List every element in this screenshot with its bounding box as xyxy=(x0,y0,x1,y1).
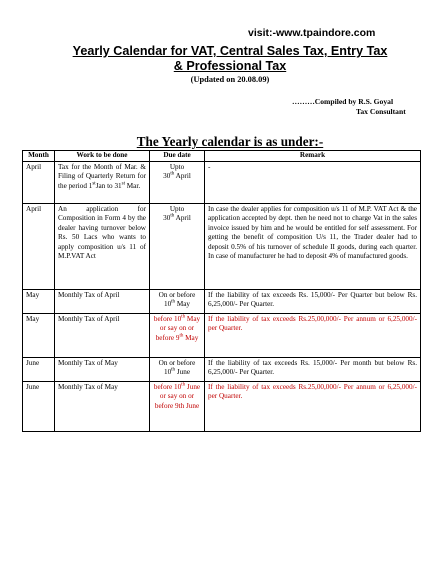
due-date-cell: before 10th May or say on or before 9th May xyxy=(150,314,205,358)
table-row xyxy=(23,204,421,290)
document-title xyxy=(40,44,420,74)
work-cell: Monthly Tax of April xyxy=(55,290,150,314)
due-date-cell: On or before 10th May xyxy=(150,290,205,314)
column-header-month: Month xyxy=(23,151,55,162)
table-row xyxy=(23,162,421,204)
due-date-cell: On or before 10th June xyxy=(150,358,205,382)
work-cell: Monthly Tax of May xyxy=(55,358,150,382)
calendar-subtitle: The Yearly calendar is as under:- xyxy=(136,134,324,149)
remark-cell: If the liability of tax exceeds Rs.25,00,000/- Per annum or 6,25,000/- per Quarter. xyxy=(205,382,421,432)
remark-cell: If the liability of tax exceeds Rs.25,00,000/- Per annum or 6,25,000/- per Quarter. xyxy=(205,314,421,358)
work-cell: An application for Composition in Form 4 by the dealer having turnover below Rs. 50 Lacs who wants to apply composition u/s 11 of M.P.VAT Act xyxy=(55,204,150,290)
month-cell: May xyxy=(23,290,55,314)
title-line-2: & Professional Tax xyxy=(173,59,287,73)
designation: Tax Consultant xyxy=(356,107,406,116)
tax-calendar-table xyxy=(22,150,421,432)
table-row xyxy=(23,314,421,358)
updated-date: (Updated on 20.08.09) xyxy=(190,75,270,84)
table-row xyxy=(23,290,421,314)
month-cell: June xyxy=(23,382,55,432)
column-header-remark: Remark xyxy=(205,151,421,162)
table-row xyxy=(23,358,421,382)
compiled-by: ………Compiled by R.S. Goyal xyxy=(292,97,394,106)
due-date-cell: before 10th June or say on or before 9th June xyxy=(150,382,205,432)
remark-cell: If the liability of tax exceeds Rs. 15,000/- Per Quarter but below Rs. 6,25,000/- Per Quarter. xyxy=(205,290,421,314)
month-cell: April xyxy=(23,162,55,204)
remark-cell: - xyxy=(205,162,421,204)
remark-cell: In case the dealer applies for composition u/s 11 of M.P. VAT Act & the application accepted by dept. then he need not to charge Vat in the sales invoice issued by him and he would be entitled for self assessment. For getting the benefit of composition U/s 11, the Trader dealer had to deposit 0.5% of his turnover of schedule II goods, during each quarter. In case of manufacturer he had to deposit 4% of manufactured goods. xyxy=(205,204,421,290)
table-header-row xyxy=(23,151,421,162)
month-cell: April xyxy=(23,204,55,290)
title-line-1: Yearly Calendar for VAT, Central Sales Tax, Entry Tax xyxy=(72,44,388,58)
month-cell: May xyxy=(23,314,55,358)
due-date-cell: Upto 30th April xyxy=(150,204,205,290)
column-header-due-date: Due date xyxy=(150,151,205,162)
work-cell: Monthly Tax of April xyxy=(55,314,150,358)
table-row xyxy=(23,382,421,432)
work-cell: Tax for the Month of Mar. & Filing of Quarterly Return for the period 1stJan to 31st Mar. xyxy=(55,162,150,204)
column-header-work: Work to be done xyxy=(55,151,150,162)
remark-cell: If the liability of tax exceeds Rs. 15,000/- Per month but below Rs. 6,25,000/- Per Quarter. xyxy=(205,358,421,382)
website-link: visit:-www.tpaindore.com xyxy=(248,27,376,39)
due-date-cell: Upto 30th April xyxy=(150,162,205,204)
month-cell: June xyxy=(23,358,55,382)
work-cell: Monthly Tax of May xyxy=(55,382,150,432)
